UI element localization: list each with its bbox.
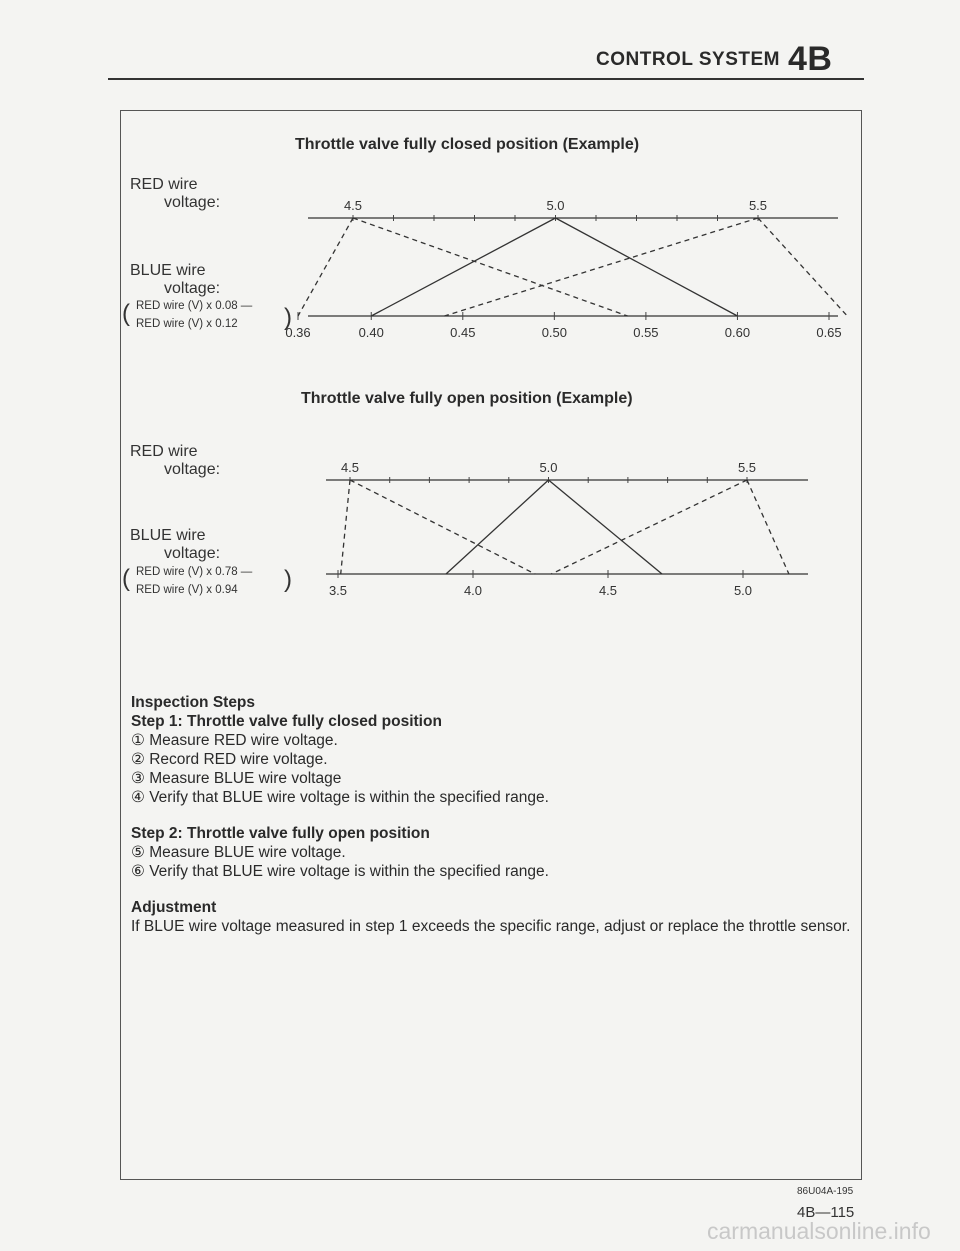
bottom-tick-label: 0.55 (633, 325, 659, 340)
bottom-tick-label: 0.65 (816, 325, 842, 340)
step1-item: ② Record RED wire voltage. (131, 751, 328, 768)
fig1-red-label-2: voltage: (164, 194, 221, 211)
fig1-blue-label-1: BLUE wire (130, 262, 206, 279)
step2-title: Step 2: Throttle valve fully open position (131, 825, 430, 842)
figure-1-title: Throttle valve fully closed position (Example) (295, 136, 640, 153)
bottom-tick-label: 0.45 (450, 325, 476, 340)
fig2-red-label-1: RED wire (130, 443, 198, 460)
inspection-heading: Inspection Steps (131, 694, 256, 711)
fig2-blue-label-2: voltage: (164, 545, 221, 562)
mapping-line (556, 218, 738, 316)
mapping-line (350, 480, 535, 574)
mapping-line (747, 480, 789, 574)
bottom-tick-label: 5.0 (733, 583, 753, 598)
fig2-red-label-2: voltage: (164, 461, 221, 478)
fig2-formula-2: RED wire (V) x 0.94 (136, 584, 238, 596)
mapping-line (758, 218, 847, 316)
fig1-formula-2: RED wire (V) x 0.12 (136, 318, 238, 330)
bottom-tick-label: 4.0 (463, 583, 483, 598)
fig1-formula-1: RED wire (V) x 0.08 — (136, 300, 253, 312)
chart-open (0, 400, 960, 650)
mapping-line (446, 480, 549, 574)
step1-item: ① Measure RED wire voltage. (131, 732, 338, 749)
bottom-tick-label: 0.60 (724, 325, 751, 340)
adjustment-text: If BLUE wire voltage measured in step 1 exceeds the specific range, adjust or replace the throttle sensor. (131, 918, 851, 935)
figure-id: 86U04A-195 (797, 1186, 854, 1197)
step1-item: ③ Measure BLUE wire voltage (131, 770, 342, 787)
step1-item: ④ Verify that BLUE wire voltage is within the specified range. (131, 789, 549, 806)
bottom-tick-label: 4.5 (598, 583, 618, 598)
fig2-formula-1: RED wire (V) x 0.78 — (136, 566, 253, 578)
top-tick-label: 4.5 (343, 198, 363, 213)
page-number: 4B—115 (797, 1204, 855, 1221)
bottom-tick-label: 0.40 (358, 325, 384, 340)
figure-2-title: Throttle valve fully open position (Example) (301, 390, 633, 407)
fig2-right-paren: ) (284, 566, 292, 593)
mapping-line (298, 218, 353, 316)
inspection-steps (131, 693, 851, 936)
fig2-blue-label-1: BLUE wire (130, 527, 206, 544)
mapping-line (341, 480, 350, 574)
fig1-right-paren: ) (284, 304, 292, 331)
top-tick-label: 5.0 (539, 460, 558, 475)
chart-closed (0, 0, 960, 400)
step1-title: Step 1: Throttle valve fully closed position (131, 713, 442, 730)
fig1-blue-label-2: voltage: (164, 280, 221, 297)
top-tick-label: 5.0 (546, 198, 565, 213)
fig1-left-paren: ( (122, 300, 130, 327)
top-tick-label: 5.5 (737, 460, 757, 475)
section-number: 4B (788, 40, 833, 78)
adjustment-title: Adjustment (131, 899, 217, 916)
header-title: CONTROL SYSTEM (596, 49, 780, 70)
mapping-line (549, 480, 663, 574)
top-tick-label: 4.5 (340, 460, 360, 475)
fig2-left-paren: ( (122, 565, 130, 592)
top-tick-label: 5.5 (748, 198, 768, 213)
bottom-tick-label: 0.36 (285, 325, 311, 340)
fig1-red-label-1: RED wire (130, 176, 198, 193)
bottom-tick-label: 3.5 (328, 583, 348, 598)
watermark: carmanualsonline.info (707, 1218, 931, 1244)
mapping-line (371, 218, 555, 316)
step2-item: ⑤ Measure BLUE wire voltage. (131, 844, 346, 861)
mapping-line (551, 480, 747, 574)
step2-item: ⑥ Verify that BLUE wire voltage is within the specified range. (131, 863, 549, 880)
bottom-tick-label: 0.50 (541, 325, 568, 340)
